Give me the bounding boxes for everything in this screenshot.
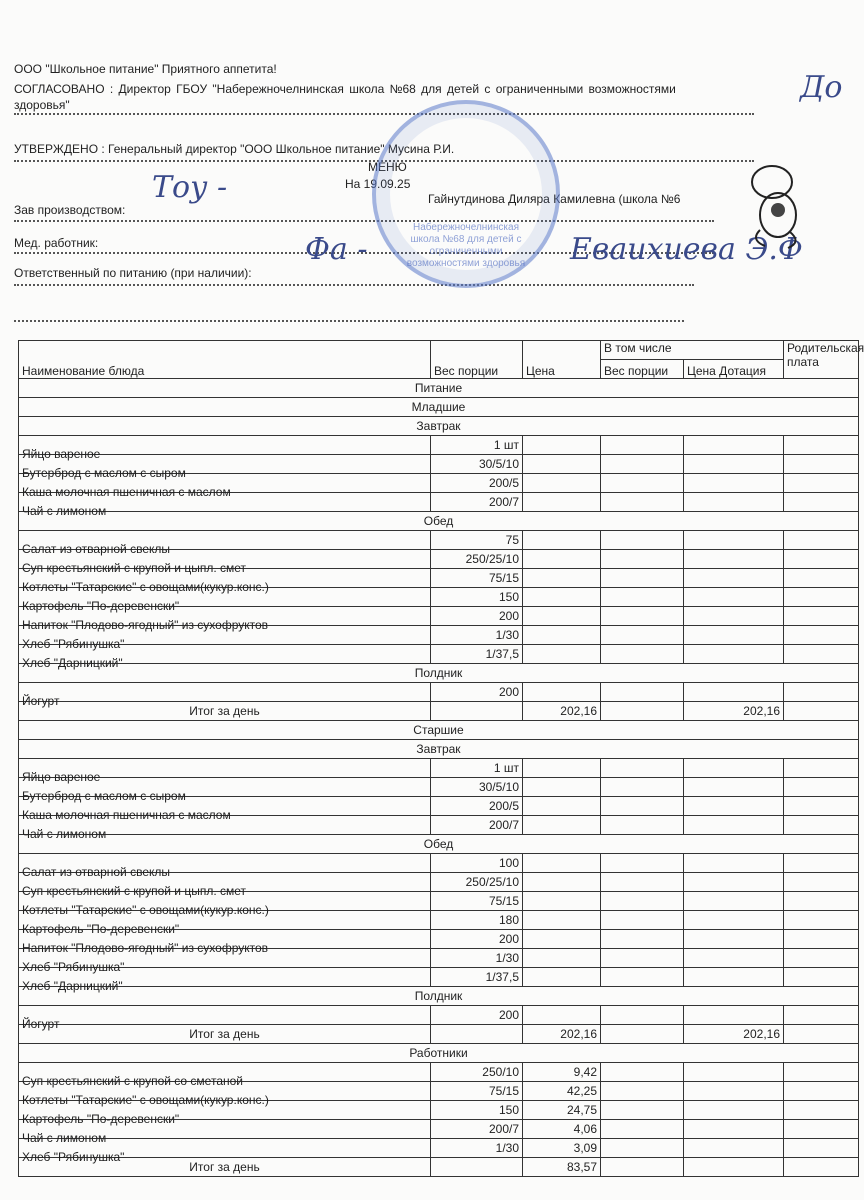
price-cell: 42,25 bbox=[523, 1082, 601, 1101]
parent-cell bbox=[784, 1063, 859, 1082]
total-row bbox=[19, 702, 859, 721]
dish-name: Картофель "По-деревенски" bbox=[22, 599, 180, 613]
dish-name: Хлеб "Рябинушка" bbox=[22, 637, 125, 651]
dish-name: Картофель "По-деревенски" bbox=[22, 922, 180, 936]
menu-table bbox=[18, 340, 864, 1177]
signature: Фа - bbox=[305, 232, 368, 267]
stamp bbox=[372, 100, 560, 288]
table-row bbox=[19, 645, 859, 664]
parent-cell bbox=[784, 797, 859, 816]
sub-price-cell bbox=[684, 1006, 784, 1025]
sub-weight-cell bbox=[601, 930, 684, 949]
sub-price-cell bbox=[684, 1063, 784, 1082]
parent-cell bbox=[784, 759, 859, 778]
dish-name: Чай с лимоном bbox=[22, 827, 107, 841]
divider bbox=[14, 220, 714, 222]
sub-weight-cell bbox=[601, 1158, 684, 1177]
price-cell bbox=[523, 607, 601, 626]
dish-name: Салат из отварной свеклы bbox=[22, 542, 171, 556]
table-row bbox=[19, 778, 859, 797]
parent-cell bbox=[784, 493, 859, 512]
price-cell bbox=[523, 1006, 601, 1025]
weight-cell: 150 bbox=[431, 588, 523, 607]
sub-price-cell bbox=[684, 626, 784, 645]
parent-cell bbox=[784, 455, 859, 474]
parent-cell bbox=[784, 968, 859, 987]
table-row bbox=[19, 531, 859, 550]
sub-weight-cell bbox=[601, 1006, 684, 1025]
sub-price-cell bbox=[684, 645, 784, 664]
price-cell bbox=[523, 816, 601, 835]
total-row bbox=[19, 1158, 859, 1177]
sub-weight-cell bbox=[601, 531, 684, 550]
dish-name: Каша молочная пшеничная с маслом bbox=[22, 808, 231, 822]
section-title: Полдник bbox=[19, 987, 859, 1006]
parent-cell bbox=[784, 778, 859, 797]
section-row bbox=[19, 417, 859, 436]
price-cell bbox=[523, 854, 601, 873]
sub-weight-cell bbox=[601, 550, 684, 569]
sub-weight-cell bbox=[601, 702, 684, 721]
sub-weight-cell bbox=[601, 493, 684, 512]
weight-cell: 200 bbox=[431, 1006, 523, 1025]
weight-cell: 250/25/10 bbox=[431, 550, 523, 569]
parent-cell bbox=[784, 1120, 859, 1139]
dish-name: Йогурт bbox=[22, 694, 60, 708]
sub-weight-cell bbox=[601, 645, 684, 664]
dish-name: Бутерброд с маслом с сыром bbox=[22, 789, 186, 803]
weight-cell: 30/5/10 bbox=[431, 455, 523, 474]
price-cell bbox=[523, 873, 601, 892]
parent-cell bbox=[784, 1025, 859, 1044]
parent-cell bbox=[784, 588, 859, 607]
section-title: Завтрак bbox=[19, 740, 859, 759]
sub-price-cell bbox=[684, 816, 784, 835]
dish-name: Салат из отварной свеклы bbox=[22, 865, 171, 879]
section-title: Полдник bbox=[19, 664, 859, 683]
price-cell bbox=[523, 626, 601, 645]
header-price: Цена bbox=[523, 341, 601, 379]
sub-price-cell: 202,16 bbox=[684, 702, 784, 721]
dish-name: Чай с лимоном bbox=[22, 1131, 107, 1145]
sub-weight-cell bbox=[601, 911, 684, 930]
section-title: Завтрак bbox=[19, 417, 859, 436]
sub-price-cell bbox=[684, 1158, 784, 1177]
sub-weight-cell bbox=[601, 892, 684, 911]
section-row bbox=[19, 398, 859, 417]
production-head-name: Гайнутдинова Диляра Камилевна (школа №6 bbox=[428, 192, 681, 206]
sub-price-cell bbox=[684, 1082, 784, 1101]
agreed-line-2: здоровья" bbox=[14, 98, 70, 112]
stamp-text: Набережночелнинская школа №68 для детей с ограниченными возможностями здоровья bbox=[406, 222, 526, 269]
price-cell bbox=[523, 892, 601, 911]
responsible-label: Ответственный по питанию (при наличии): bbox=[14, 266, 252, 280]
sub-weight-cell bbox=[601, 797, 684, 816]
divider bbox=[14, 113, 754, 115]
parent-cell bbox=[784, 436, 859, 455]
dish-name: Хлеб "Рябинушка" bbox=[22, 960, 125, 974]
price-cell bbox=[523, 493, 601, 512]
price-cell: 202,16 bbox=[523, 1025, 601, 1044]
parent-cell bbox=[784, 892, 859, 911]
table-row bbox=[19, 1063, 859, 1082]
sub-price-cell bbox=[684, 854, 784, 873]
table-row bbox=[19, 455, 859, 474]
price-cell bbox=[523, 968, 601, 987]
sub-price-cell bbox=[684, 873, 784, 892]
weight-cell: 200 bbox=[431, 683, 523, 702]
price-cell bbox=[523, 683, 601, 702]
weight-cell: 200 bbox=[431, 930, 523, 949]
agreed-line: СОГЛАСОВАНО : Директор ГБОУ "Набережночелнинская школа №68 для детей с ограниченными возможностями bbox=[14, 82, 676, 96]
total-label: Итог за день bbox=[19, 1158, 431, 1177]
dish-name: Напиток "Плодово-ягодный" из сухофруктов bbox=[22, 618, 269, 632]
parent-cell bbox=[784, 645, 859, 664]
price-cell: 24,75 bbox=[523, 1101, 601, 1120]
sub-price-cell bbox=[684, 1101, 784, 1120]
table-row bbox=[19, 968, 859, 987]
parent-cell bbox=[784, 607, 859, 626]
dish-name: Суп крестьянский с крупой и цыпл. смет bbox=[22, 884, 247, 898]
weight-cell bbox=[431, 702, 523, 721]
price-cell: 202,16 bbox=[523, 702, 601, 721]
weight-cell: 200/5 bbox=[431, 797, 523, 816]
sub-weight-cell bbox=[601, 1063, 684, 1082]
weight-cell: 1 шт bbox=[431, 759, 523, 778]
price-cell: 9,42 bbox=[523, 1063, 601, 1082]
price-cell bbox=[523, 531, 601, 550]
dish-name: Йогурт bbox=[22, 1017, 60, 1031]
dish-name: Хлеб "Дарницкий" bbox=[22, 979, 123, 993]
sub-price-cell bbox=[684, 531, 784, 550]
dish-name: Бутерброд с маслом с сыром bbox=[22, 466, 186, 480]
weight-cell: 150 bbox=[431, 1101, 523, 1120]
parent-cell bbox=[784, 1006, 859, 1025]
header-weight: Вес порции bbox=[431, 341, 523, 379]
sub-weight-cell bbox=[601, 968, 684, 987]
medic-label: Мед. работник: bbox=[14, 236, 99, 250]
sub-weight-cell bbox=[601, 854, 684, 873]
price-cell bbox=[523, 588, 601, 607]
weight-cell bbox=[431, 1025, 523, 1044]
parent-cell bbox=[784, 816, 859, 835]
section-row bbox=[19, 664, 859, 683]
price-cell bbox=[523, 949, 601, 968]
sub-price-cell bbox=[684, 493, 784, 512]
weight-cell: 200/7 bbox=[431, 493, 523, 512]
dish-name: Хлеб "Рябинушка" bbox=[22, 1150, 125, 1164]
header-parent: Родительская плата bbox=[784, 341, 859, 379]
company-line: ООО "Школьное питание" Приятного аппетита! bbox=[14, 62, 277, 76]
weight-cell: 1/30 bbox=[431, 949, 523, 968]
sub-price-cell bbox=[684, 1120, 784, 1139]
sub-weight-cell bbox=[601, 626, 684, 645]
weight-cell: 200/7 bbox=[431, 1120, 523, 1139]
parent-cell bbox=[784, 1082, 859, 1101]
weight-cell: 75/15 bbox=[431, 1082, 523, 1101]
section-row bbox=[19, 740, 859, 759]
production-head-label: Зав производством: bbox=[14, 203, 126, 217]
price-cell bbox=[523, 436, 601, 455]
section-title: Обед bbox=[19, 512, 859, 531]
sub-price-cell bbox=[684, 455, 784, 474]
dish-name: Суп крестьянский с крупой и цыпл. смет bbox=[22, 561, 247, 575]
dish-cell bbox=[19, 759, 431, 784]
table-row bbox=[19, 759, 859, 778]
weight-cell: 180 bbox=[431, 911, 523, 930]
sub-price-cell bbox=[684, 569, 784, 588]
sub-price-cell bbox=[684, 550, 784, 569]
parent-cell bbox=[784, 569, 859, 588]
price-cell: 3,09 bbox=[523, 1139, 601, 1158]
table-row bbox=[19, 854, 859, 873]
signature: Тоу - bbox=[152, 170, 228, 205]
sub-weight-cell bbox=[601, 873, 684, 892]
signature: Еваихиева Э.Ф bbox=[570, 232, 803, 267]
parent-cell bbox=[784, 911, 859, 930]
sub-weight-cell bbox=[601, 474, 684, 493]
sub-price-cell: 202,16 bbox=[684, 1025, 784, 1044]
parent-cell bbox=[784, 474, 859, 493]
section-title: Старшие bbox=[19, 721, 859, 740]
divider bbox=[14, 320, 684, 322]
table-row bbox=[19, 1006, 859, 1025]
price-cell bbox=[523, 759, 601, 778]
sub-weight-cell bbox=[601, 816, 684, 835]
section-row bbox=[19, 512, 859, 531]
sub-weight-cell bbox=[601, 569, 684, 588]
table-row bbox=[19, 683, 859, 702]
price-cell: 83,57 bbox=[523, 1158, 601, 1177]
parent-cell bbox=[784, 550, 859, 569]
weight-cell: 75/15 bbox=[431, 892, 523, 911]
dish-cell bbox=[19, 436, 431, 461]
price-cell: 4,06 bbox=[523, 1120, 601, 1139]
weight-cell: 250/25/10 bbox=[431, 873, 523, 892]
sub-price-cell bbox=[684, 968, 784, 987]
sub-weight-cell bbox=[601, 778, 684, 797]
parent-cell bbox=[784, 683, 859, 702]
weight-cell: 1/37,5 bbox=[431, 645, 523, 664]
dish-cell bbox=[19, 1063, 431, 1088]
dish-cell bbox=[19, 854, 431, 879]
sub-price-cell bbox=[684, 474, 784, 493]
dish-name: Котлеты "Татарские" с овощами(кукур.конс.) bbox=[22, 903, 269, 917]
sub-weight-cell bbox=[601, 1025, 684, 1044]
dish-cell bbox=[19, 1006, 431, 1031]
dish-name: Котлеты "Татарские" с овощами(кукур.конс.) bbox=[22, 580, 269, 594]
price-cell bbox=[523, 569, 601, 588]
dish-name: Картофель "По-деревенски" bbox=[22, 1112, 180, 1126]
price-cell bbox=[523, 474, 601, 493]
section-title: Младшие bbox=[19, 398, 859, 417]
dish-name: Котлеты "Татарские" с овощами(кукур.конс.) bbox=[22, 1093, 269, 1107]
price-cell bbox=[523, 930, 601, 949]
dish-name: Хлеб "Дарницкий" bbox=[22, 656, 123, 670]
price-cell bbox=[523, 455, 601, 474]
sub-weight-cell bbox=[601, 607, 684, 626]
weight-cell: 200 bbox=[431, 607, 523, 626]
chef-mascot-icon bbox=[740, 160, 810, 250]
price-cell bbox=[523, 797, 601, 816]
sub-price-cell bbox=[684, 778, 784, 797]
section-title: Работники bbox=[19, 1044, 859, 1063]
weight-cell: 1/30 bbox=[431, 626, 523, 645]
sub-price-cell bbox=[684, 1139, 784, 1158]
table-row bbox=[19, 1139, 859, 1158]
price-cell bbox=[523, 778, 601, 797]
sub-weight-cell bbox=[601, 1082, 684, 1101]
weight-cell: 100 bbox=[431, 854, 523, 873]
parent-cell bbox=[784, 1139, 859, 1158]
sub-price-cell bbox=[684, 588, 784, 607]
sub-weight-cell bbox=[601, 1120, 684, 1139]
section-title: Обед bbox=[19, 835, 859, 854]
sub-weight-cell bbox=[601, 949, 684, 968]
table-row bbox=[19, 436, 859, 455]
price-cell bbox=[523, 911, 601, 930]
weight-cell: 30/5/10 bbox=[431, 778, 523, 797]
divider bbox=[14, 284, 694, 286]
header-sub-weight: Вес порции bbox=[601, 360, 684, 379]
total-label: Итог за день bbox=[19, 1025, 431, 1044]
sub-weight-cell bbox=[601, 588, 684, 607]
total-row bbox=[19, 1025, 859, 1044]
section-row bbox=[19, 835, 859, 854]
header-name: Наименование блюда bbox=[19, 341, 431, 379]
menu-date: На 19.09.25 bbox=[345, 177, 411, 191]
price-cell bbox=[523, 550, 601, 569]
dish-cell bbox=[19, 683, 431, 708]
parent-cell bbox=[784, 531, 859, 550]
sub-weight-cell bbox=[601, 436, 684, 455]
weight-cell: 75/15 bbox=[431, 569, 523, 588]
sub-price-cell bbox=[684, 436, 784, 455]
dish-name: Чай с лимоном bbox=[22, 504, 107, 518]
total-label: Итог за день bbox=[19, 702, 431, 721]
signature: До bbox=[800, 70, 843, 105]
sub-weight-cell bbox=[601, 1101, 684, 1120]
weight-cell: 250/10 bbox=[431, 1063, 523, 1082]
parent-cell bbox=[784, 854, 859, 873]
dish-cell bbox=[19, 531, 431, 556]
dish-name: Напиток "Плодово-ягодный" из сухофруктов bbox=[22, 941, 269, 955]
sub-price-cell bbox=[684, 892, 784, 911]
header-including: В том числе bbox=[601, 341, 784, 360]
weight-cell: 75 bbox=[431, 531, 523, 550]
parent-cell bbox=[784, 1158, 859, 1177]
weight-cell: 200/5 bbox=[431, 474, 523, 493]
approved-line: УТВЕРЖДЕНО : Генеральный директор "ООО Школьное питание" Мусина Р.И. bbox=[14, 142, 455, 156]
parent-cell bbox=[784, 949, 859, 968]
sub-price-cell bbox=[684, 911, 784, 930]
sub-price-cell bbox=[684, 759, 784, 778]
dish-name: Каша молочная пшеничная с маслом bbox=[22, 485, 231, 499]
section-row bbox=[19, 1044, 859, 1063]
menu-title: МЕНЮ bbox=[368, 160, 407, 174]
sub-weight-cell bbox=[601, 759, 684, 778]
section-title: Питание bbox=[19, 379, 859, 398]
parent-cell bbox=[784, 1101, 859, 1120]
header-sub-price: Цена Дотация bbox=[684, 360, 784, 379]
parent-cell bbox=[784, 626, 859, 645]
price-cell bbox=[523, 645, 601, 664]
weight-cell: 1 шт bbox=[431, 436, 523, 455]
sub-price-cell bbox=[684, 949, 784, 968]
section-row bbox=[19, 379, 859, 398]
weight-cell: 200/7 bbox=[431, 816, 523, 835]
dish-name: Яйцо вареное bbox=[22, 770, 101, 784]
sub-weight-cell bbox=[601, 1139, 684, 1158]
weight-cell bbox=[431, 1158, 523, 1177]
sub-price-cell bbox=[684, 607, 784, 626]
dish-name: Суп крестьянский с крупой со сметаной bbox=[22, 1074, 243, 1088]
parent-cell bbox=[784, 873, 859, 892]
weight-cell: 1/37,5 bbox=[431, 968, 523, 987]
section-row bbox=[19, 721, 859, 740]
sub-weight-cell bbox=[601, 683, 684, 702]
sub-price-cell bbox=[684, 930, 784, 949]
parent-cell bbox=[784, 930, 859, 949]
parent-cell bbox=[784, 702, 859, 721]
sub-price-cell bbox=[684, 797, 784, 816]
dish-name: Яйцо вареное bbox=[22, 447, 101, 461]
sub-price-cell bbox=[684, 683, 784, 702]
weight-cell: 1/30 bbox=[431, 1139, 523, 1158]
sub-weight-cell bbox=[601, 455, 684, 474]
section-row bbox=[19, 987, 859, 1006]
